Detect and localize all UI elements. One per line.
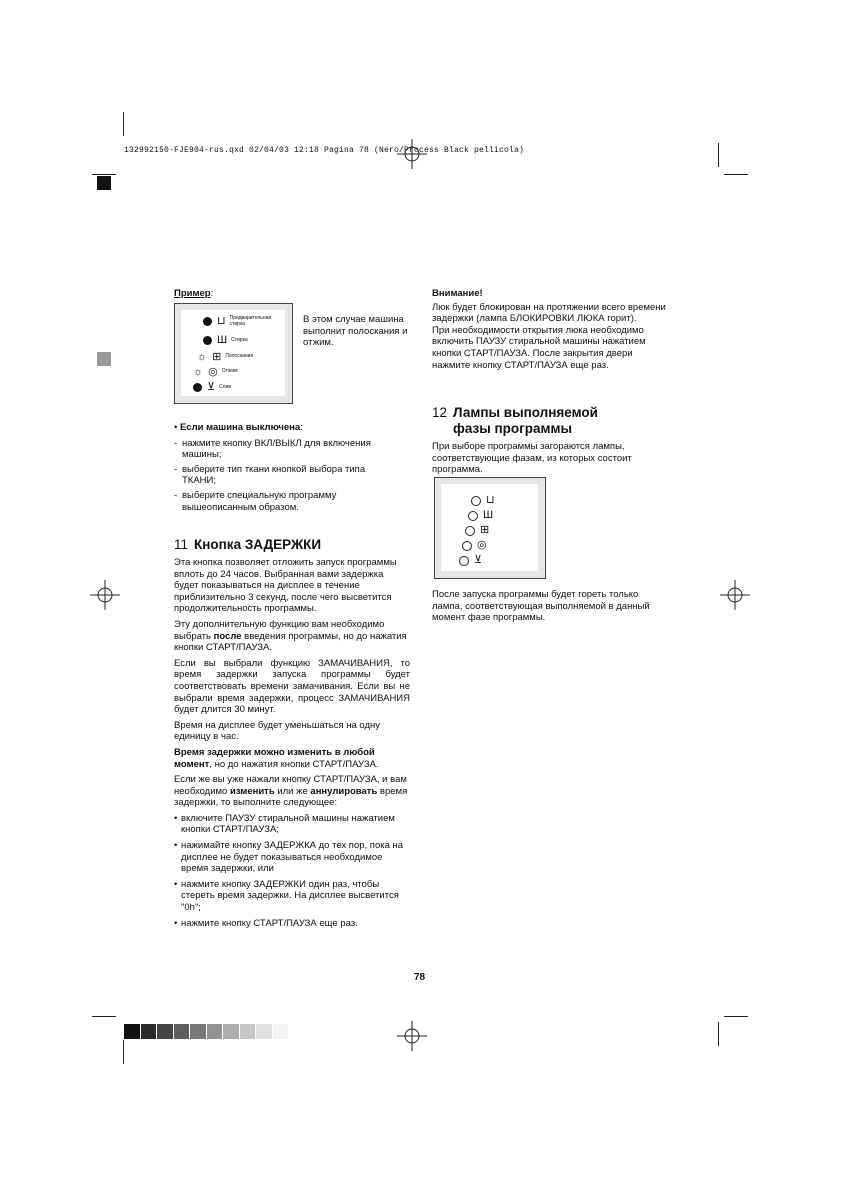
lamp-label: Полоскания bbox=[225, 353, 254, 360]
paragraph bbox=[174, 619, 410, 654]
crop-mark bbox=[92, 1016, 116, 1017]
machine-off-block: • Если машина выключена: - нажмите кнопку ВКЛ/ВЫКЛ для включения машины; - выберите тип ткани кнопкой выбора типа ТКАНИ; - выберите специальную программу вышеописанным образом. bbox=[174, 422, 400, 516]
text-run: или же bbox=[274, 785, 311, 797]
attention-label: Внимание! bbox=[432, 288, 483, 299]
gray-swatch bbox=[273, 1024, 289, 1039]
text-run: время задержки, то выполните следующее: bbox=[174, 785, 408, 809]
registration-square-black bbox=[97, 176, 111, 190]
text-run-bold: изменить bbox=[229, 785, 275, 797]
lamp-indicator bbox=[203, 317, 212, 326]
gray-swatch bbox=[256, 1024, 272, 1039]
lamp-indicator bbox=[468, 511, 478, 521]
lamp-indicator bbox=[459, 556, 469, 566]
spin-icon: ◎ bbox=[208, 365, 218, 378]
page-number: 78 bbox=[414, 972, 426, 983]
list-item: - выберите тип ткани кнопкой выбора типа ТКАНИ; bbox=[174, 464, 400, 487]
paragraph: Если вы выбрали функцию ЗАМАЧИВАНИЯ, то время задержки запуска программы будет соответствовать времени замачивания. Если вы не выбрали время задержки, процесс ЗАМАЧИВАНИЯ будет длится 30 минут. bbox=[174, 657, 410, 716]
text-run-bold: аннулировать bbox=[310, 785, 378, 797]
gray-swatch bbox=[240, 1024, 256, 1039]
registration-crosshair-left bbox=[90, 580, 120, 610]
lamp-row-prewash bbox=[203, 315, 272, 327]
lamp-row-wash bbox=[203, 335, 267, 346]
rinse-icon: ⊞ bbox=[480, 524, 490, 536]
gray-swatch bbox=[190, 1024, 206, 1039]
crop-mark bbox=[718, 143, 719, 167]
example-label: Пример bbox=[174, 288, 211, 299]
example-colon: : bbox=[210, 288, 214, 299]
registration-square-gray bbox=[97, 352, 111, 366]
lamp-row-wash bbox=[468, 510, 493, 521]
section-title: Кнопка ЗАДЕРЖКИ bbox=[194, 537, 322, 552]
lamp-row-drain bbox=[459, 555, 482, 566]
paragraph: Время на дисплее будет уменьшаться на одну единицу в час. bbox=[174, 719, 381, 743]
gray-swatch bbox=[141, 1024, 157, 1039]
prewash-icon: ⊔ bbox=[217, 315, 226, 327]
section-number: 12 bbox=[432, 405, 448, 420]
panel-caption: В этом случае машина выполнит полоскания и отжим. bbox=[303, 314, 408, 349]
delay-steps bbox=[174, 813, 410, 929]
crop-mark bbox=[92, 174, 116, 175]
lamp-indicator bbox=[471, 496, 481, 506]
section-11-body bbox=[174, 557, 410, 933]
crop-mark bbox=[718, 1022, 719, 1046]
paragraph: Эта кнопка позволяет отложить запуск программы вплоть до 24 часов. Выбранная вами задержка будет показываться на дисплее в течение приблизительно 3 секунд, после чего высветится продолжительность программы. bbox=[174, 557, 397, 615]
section-12-heading bbox=[432, 405, 662, 437]
section-number: 11 bbox=[174, 537, 189, 552]
paragraph: При необходимости открытия люка необходимо включить ПАУЗУ стиральной машины нажатием кнопки СТАРТ/ПАУЗА. После закрытия двери нажмите кнопку СТАРТ/ПАУЗА еще раз. bbox=[432, 324, 646, 371]
lamp-label: Стирка bbox=[231, 336, 248, 343]
lamp-label: Слив bbox=[219, 383, 232, 390]
section-12-intro: При выборе программы загораются лампы, соответствующие фазам, из которых состоит программа. bbox=[432, 441, 632, 476]
lamp-row-prewash bbox=[471, 495, 495, 506]
spin-icon: ◎ bbox=[477, 539, 487, 551]
text-run: , но до нажатия кнопки СТАРТ/ПАУЗА. bbox=[209, 758, 379, 770]
list-item: • включите ПАУЗУ стиральной машины нажатием кнопки СТАРТ/ПАУЗА; bbox=[174, 813, 410, 836]
text-run: Эту дополнительную функцию вам необходимо выбрать bbox=[174, 618, 385, 642]
list-item: - нажмите кнопку ВКЛ/ВЫКЛ для включения машины; bbox=[174, 438, 400, 461]
rinse-icon: ⊞ bbox=[212, 350, 222, 363]
crop-mark bbox=[724, 174, 748, 175]
machine-off-label: Если машина выключена bbox=[179, 422, 301, 433]
list-item: - выберите специальную программу вышеописанным образом. bbox=[174, 490, 400, 513]
crop-mark bbox=[123, 1040, 124, 1064]
gray-swatch bbox=[223, 1024, 239, 1039]
crop-mark bbox=[724, 1016, 748, 1017]
paragraph bbox=[174, 747, 410, 770]
lamp-row-rinse bbox=[465, 525, 489, 536]
lamp-label: Предварительная стирка bbox=[229, 315, 272, 327]
example-lamp-panel bbox=[174, 303, 293, 404]
gray-swatch bbox=[207, 1024, 223, 1039]
phase-lamp-panel bbox=[434, 477, 546, 579]
blinking-lamp-icon: ☼ bbox=[193, 366, 204, 378]
registration-crosshair-bottom bbox=[397, 1021, 427, 1051]
lamp-indicator bbox=[465, 526, 475, 536]
gray-swatch bbox=[124, 1024, 140, 1039]
section-12-outro: После запуска программы будет гореть только лампа, соответствующая выполняемой в данный момент фазе программы. bbox=[432, 589, 650, 624]
lamp-label: Отжим bbox=[221, 368, 238, 375]
paragraph: Люк будет блокирован на протяжении всего времени задержки (лампа БЛОКИРОВКИ ЛЮКА горит). bbox=[432, 301, 666, 325]
lamp-row-spin bbox=[462, 540, 487, 551]
text-run: Если же вы уже нажали кнопку СТАРТ/ПАУЗА, и вам необходимо bbox=[174, 774, 407, 797]
lamp-indicator bbox=[203, 336, 212, 345]
text-run-bold: после bbox=[213, 630, 242, 642]
registration-crosshair-right bbox=[720, 580, 750, 610]
text-run: введения программы, но до нажатия кнопки СТАРТ/ПАУЗА. bbox=[174, 630, 407, 654]
gray-swatch bbox=[174, 1024, 190, 1039]
lamp-indicator bbox=[193, 383, 202, 392]
section-11-heading bbox=[174, 537, 321, 553]
prewash-icon: ⊔ bbox=[486, 494, 495, 506]
crop-mark bbox=[123, 112, 124, 136]
text-run-bold: Время задержки можно изменить в любой момент bbox=[174, 746, 375, 770]
list-item: • нажмите кнопку СТАРТ/ПАУЗА еще раз. bbox=[174, 918, 410, 930]
gray-swatch bbox=[157, 1024, 173, 1039]
wash-icon: Ш bbox=[217, 334, 228, 346]
gray-scale-bar bbox=[124, 1024, 289, 1039]
lamp-row-rinse bbox=[197, 351, 261, 363]
print-info-header: 132992150-FJE904-rus.qxd 02/04/03 12:18 Pagina 78 (Nero/Process Black pellicola) bbox=[124, 146, 525, 155]
machine-off-steps bbox=[174, 438, 400, 514]
paragraph bbox=[174, 774, 410, 809]
machine-off-colon: : bbox=[300, 422, 303, 433]
lamp-row-drain bbox=[193, 382, 255, 393]
registration-crosshair-top bbox=[397, 139, 427, 169]
lamp-row-spin bbox=[193, 366, 258, 378]
blinking-lamp-icon: ☼ bbox=[197, 351, 208, 363]
list-item: • нажмите кнопку ЗАДЕРЖКИ один раз, чтобы стереть время задержки. На дисплее высветится "0h"; bbox=[174, 879, 410, 914]
section-title: Лампы выполняемой фазы программы bbox=[453, 405, 598, 436]
wash-icon: Ш bbox=[483, 509, 494, 521]
drain-icon: ⊻ bbox=[474, 554, 483, 566]
drain-icon: ⊻ bbox=[207, 381, 216, 393]
list-item: • нажимайте кнопку ЗАДЕРЖКА до тех пор, пока на дисплее не будет показываться необходимое время задержки, или bbox=[174, 840, 410, 875]
lamp-indicator bbox=[462, 541, 472, 551]
example-heading bbox=[174, 288, 213, 300]
attention-block bbox=[432, 288, 668, 375]
